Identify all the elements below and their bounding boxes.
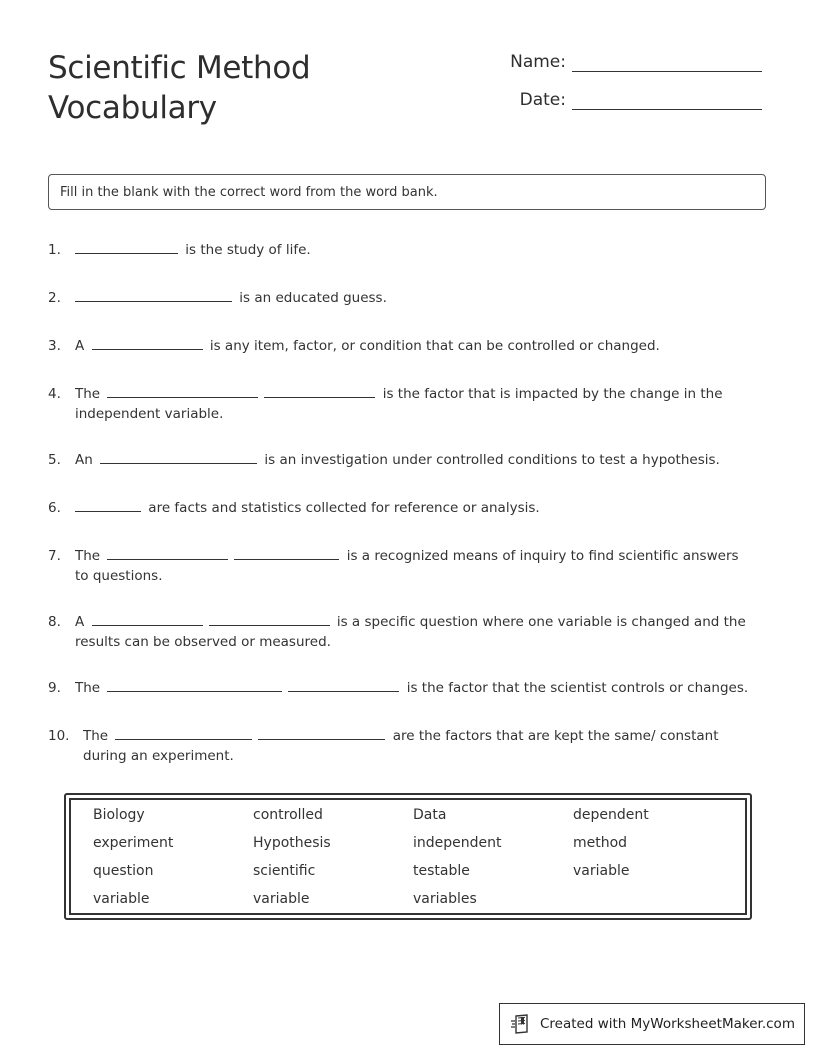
name-field (504, 52, 762, 72)
answer-blank[interactable] (115, 726, 252, 740)
answer-blank[interactable] (75, 240, 178, 254)
name-line[interactable] (572, 55, 762, 72)
answer-blank[interactable] (75, 498, 141, 512)
question-text: is the factor that the scientist controls or changes. (406, 680, 749, 696)
question-number: 5. (48, 452, 61, 468)
question-lead: The (75, 548, 101, 564)
answer-blank[interactable] (258, 726, 385, 740)
question-text-continued: to questions. (75, 568, 163, 584)
footer-badge[interactable] (499, 1003, 805, 1045)
date-line[interactable] (572, 93, 762, 110)
word-bank-item: Data (413, 807, 447, 823)
question-lead: A (75, 338, 85, 354)
question-lead: The (83, 728, 109, 744)
question-number: 7. (48, 548, 61, 564)
answer-blank[interactable] (75, 288, 232, 302)
word-bank-item: question (93, 863, 154, 879)
question-number: 6. (48, 500, 61, 516)
answer-blank[interactable] (264, 384, 375, 398)
answer-blank[interactable] (209, 612, 330, 626)
answer-blank[interactable] (92, 336, 203, 350)
question-text-continued: during an experiment. (83, 748, 234, 764)
question-text: are facts and statistics collected for reference or analysis. (148, 500, 540, 516)
worksheet-title (48, 48, 310, 128)
word-bank-item: experiment (93, 835, 174, 851)
question-text: is the factor that is impacted by the change in the (382, 386, 723, 402)
question-number: 8. (48, 614, 61, 630)
footer-text: Created with MyWorksheetMaker.com (540, 1016, 795, 1032)
word-bank (64, 793, 752, 920)
question-number: 10. (48, 728, 70, 744)
instructions-text: Fill in the blank with the correct word from the word bank. (60, 185, 438, 200)
date-field (504, 90, 762, 110)
question-number: 4. (48, 386, 61, 402)
answer-blank[interactable] (288, 678, 399, 692)
word-bank-item: variable (93, 891, 150, 907)
question-text: is an educated guess. (239, 290, 387, 306)
question-number: 9. (48, 680, 61, 696)
answer-blank[interactable] (92, 612, 203, 626)
name-label: Name: (510, 52, 566, 72)
word-bank-item: Hypothesis (253, 835, 331, 851)
instructions-box (48, 174, 766, 210)
question-lead: The (75, 680, 101, 696)
word-bank-item: variable (253, 891, 310, 907)
word-bank-item: testable (413, 863, 470, 879)
question-text: is the study of life. (185, 242, 311, 258)
question-text: is a recognized means of inquiry to find scientific answers (346, 548, 739, 564)
word-bank-item: controlled (253, 807, 323, 823)
date-label: Date: (519, 90, 566, 110)
question-lead: The (75, 386, 101, 402)
word-bank-item: variables (413, 891, 477, 907)
answer-blank[interactable] (107, 678, 282, 692)
answer-blank[interactable] (107, 384, 258, 398)
word-bank-item: dependent (573, 807, 649, 823)
question-text-continued: results can be observed or measured. (75, 634, 331, 650)
question-text: are the factors that are kept the same/ constant (392, 728, 719, 744)
word-bank-item: method (573, 835, 628, 851)
answer-blank[interactable] (234, 546, 339, 560)
word-bank-item: Biology (93, 807, 145, 823)
answer-blank[interactable] (107, 546, 228, 560)
question-lead: A (75, 614, 85, 630)
title-line-1: Scientific Method (48, 50, 311, 86)
title-line-2: Vocabulary (48, 90, 217, 126)
question-number: 1. (48, 242, 61, 258)
word-bank-item: independent (413, 835, 502, 851)
word-bank-item: variable (573, 863, 630, 879)
question-text: is an investigation under controlled conditions to test a hypothesis. (264, 452, 720, 468)
book-icon (510, 1013, 532, 1035)
question-number: 2. (48, 290, 61, 306)
question-text: is any item, factor, or condition that can be controlled or changed. (209, 338, 660, 354)
question-lead: An (75, 452, 93, 468)
question-number: 3. (48, 338, 61, 354)
answer-blank[interactable] (100, 450, 257, 464)
question-text-continued: independent variable. (75, 406, 224, 422)
question-text: is a specific question where one variable is changed and the (336, 614, 746, 630)
word-bank-item: scientific (253, 863, 316, 879)
